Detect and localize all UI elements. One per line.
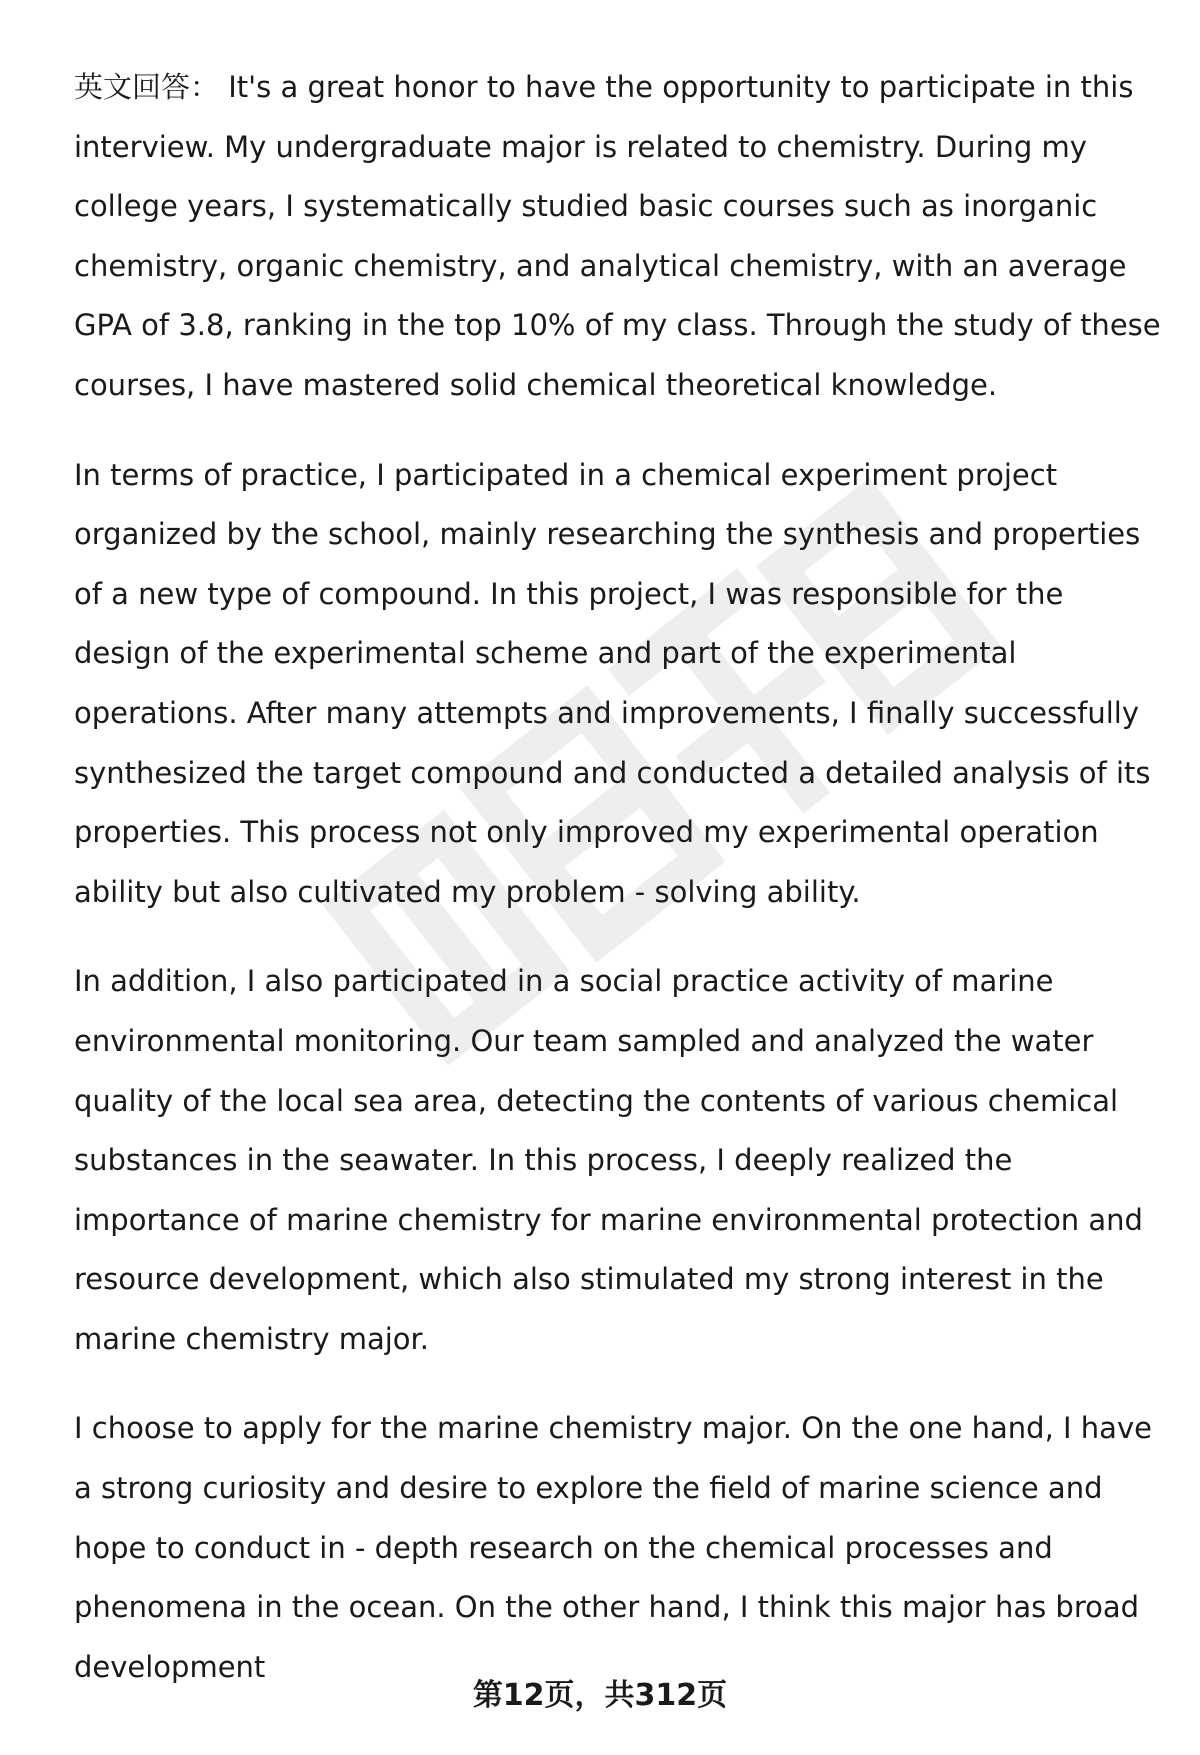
- paragraph-2: In terms of practice, I participated in a chemical experiment project organized by the school, mainly researching the synthesis and properties of a new type of compound. In this project, I was responsible for the design of the experimental scheme and part of the experimental operations. After many attempts and improvements, I finally successfully synthesized the target compound and conducted a detailed analysis of its properties. This process not only improved my experimental operation ability but also cultivated my problem - solving ability.: [74, 457, 1151, 909]
- page-number: 第12页，共312页: [472, 1678, 728, 1713]
- paragraph-1: [74, 58, 1164, 416]
- answer-label: 英文回答：: [74, 70, 220, 104]
- paragraph-4: I choose to apply for the marine chemistry major. On the one hand, I have a strong curiosity and desire to explore the field of marine science and hope to conduct in - depth research on the chemical processes and phenomena in the ocean. On the other hand, I think this major has broad development: [74, 1411, 1152, 1684]
- paragraph-1-text: It's a great honor to have the opportunity to participate in this interview. My undergraduate major is related to chemistry. During my college years, I systematically studied basic courses such as inorganic chemistry, organic chemistry, and analytical chemistry, with an average GPA of 3.8, ranking in the top 10% of my class. Through the study of these courses, I have mastered solid chemical theoretical knowledge.: [74, 70, 1161, 402]
- document-body: [74, 58, 1164, 1727]
- paragraph-3: In addition, I also participated in a social practice activity of marine environmental monitoring. Our team sampled and analyzed the water quality of the local sea area, detecting the contents of various chemical substances in the seawater. In this process, I deeply realized the importance of marine chemistry for marine environmental protection and resource development, which also stimulated my strong interest in the marine chemistry major.: [74, 964, 1143, 1356]
